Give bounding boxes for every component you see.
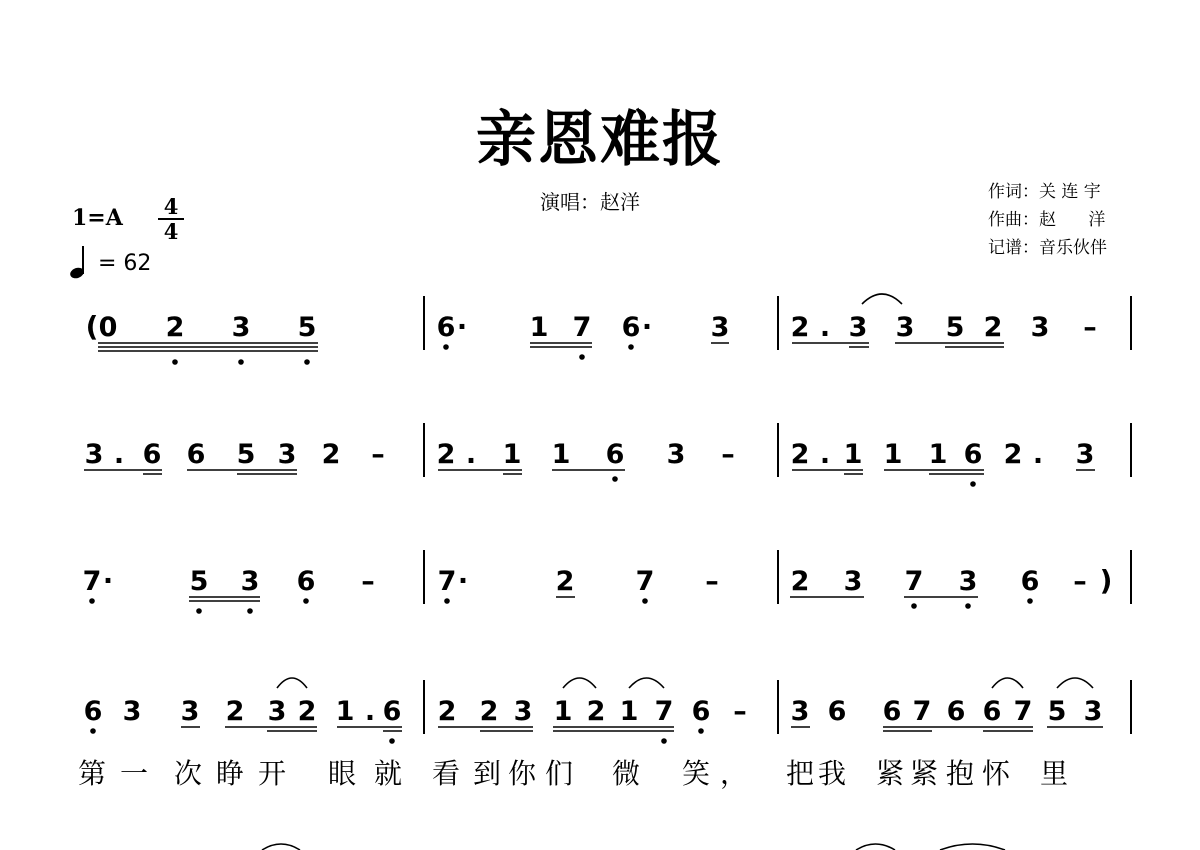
- note: 3: [277, 439, 297, 470]
- note: ·: [457, 566, 469, 597]
- note: 7: [1013, 696, 1033, 727]
- note: 7: [437, 566, 457, 597]
- lyric-char: 第: [78, 757, 107, 790]
- note: –: [1073, 566, 1087, 597]
- lower-octave-dot: [642, 598, 648, 604]
- note: 3: [666, 439, 686, 470]
- note: 6: [1020, 566, 1040, 597]
- note: 5: [1047, 696, 1067, 727]
- song-title: 亲恩难报: [476, 105, 724, 175]
- lyric-char: 笑: [682, 757, 711, 790]
- slur: [862, 294, 902, 304]
- note: 6: [882, 696, 902, 727]
- lyric-char: 抱: [946, 757, 975, 790]
- lyric-char: 看: [432, 757, 461, 790]
- lyricist-credit: 作词：关 连 宇: [988, 182, 1101, 202]
- note: 7: [572, 312, 592, 343]
- note: 2: [165, 312, 185, 343]
- note: .: [819, 312, 831, 343]
- note: 3: [1030, 312, 1050, 343]
- note: 2: [321, 439, 341, 470]
- lyric-char: 我: [818, 757, 847, 790]
- lower-octave-dot: [172, 359, 178, 365]
- note: 7: [904, 566, 924, 597]
- note: 2: [297, 696, 317, 727]
- note: 1: [928, 439, 948, 470]
- note: .: [465, 439, 477, 470]
- time-signature-top: 4: [163, 194, 179, 219]
- key-signature: 1=A: [72, 205, 123, 231]
- note: ): [1099, 564, 1113, 597]
- lyric-char: 紧: [876, 757, 905, 790]
- note: –: [705, 566, 719, 597]
- note: 6: [436, 312, 456, 343]
- transcriber-credit: 记谱：音乐伙伴: [988, 238, 1107, 258]
- lower-octave-dot: [911, 603, 917, 609]
- note: 2: [790, 312, 810, 343]
- lower-octave-dot: [90, 728, 96, 734]
- note: –: [1083, 312, 1097, 343]
- lyric-char: 里: [1040, 757, 1069, 790]
- note: 1: [619, 696, 639, 727]
- note: 7: [635, 566, 655, 597]
- note: 6: [827, 696, 847, 727]
- note: 3: [1083, 696, 1103, 727]
- lyric-char: 你: [508, 757, 537, 790]
- note: 3: [267, 696, 287, 727]
- lyric-char: 怀: [982, 757, 1011, 790]
- lyric-char: 把: [786, 757, 815, 790]
- note: 1: [502, 439, 522, 470]
- note: 1: [843, 439, 863, 470]
- note: 3: [513, 696, 533, 727]
- note: –: [371, 439, 385, 470]
- lyric-char: ，: [720, 757, 749, 790]
- lyric-char: 到: [473, 757, 502, 790]
- lower-octave-dot: [196, 608, 202, 614]
- lower-octave-dot: [628, 344, 634, 350]
- lyric-char: 一: [120, 757, 149, 790]
- note: ·: [641, 312, 653, 343]
- note: 5: [945, 312, 965, 343]
- note: 3: [848, 312, 868, 343]
- lower-octave-dot: [247, 608, 253, 614]
- lower-octave-dot: [89, 598, 95, 604]
- lyric-char: 就: [374, 757, 403, 790]
- note: 3: [231, 312, 251, 343]
- note: 7: [654, 696, 674, 727]
- note: 2: [790, 439, 810, 470]
- note: 2: [586, 696, 606, 727]
- note: 2: [555, 566, 575, 597]
- note: 6: [691, 696, 711, 727]
- note: 5: [189, 566, 209, 597]
- slur: [563, 678, 596, 688]
- note: 1: [335, 696, 355, 727]
- note: ·: [456, 312, 468, 343]
- note: 2: [790, 566, 810, 597]
- time-signature-bottom: 4: [163, 219, 179, 244]
- singer-credit: 演唱：赵洋: [540, 190, 640, 214]
- tempo-value: = 62: [98, 250, 152, 276]
- note: (: [85, 310, 99, 343]
- note: 3: [895, 312, 915, 343]
- note: 1: [883, 439, 903, 470]
- note: 3: [958, 566, 978, 597]
- lower-octave-dot: [304, 359, 310, 365]
- lower-octave-dot: [965, 603, 971, 609]
- note: 3: [240, 566, 260, 597]
- note: 2: [1003, 439, 1023, 470]
- note: 3: [180, 696, 200, 727]
- lower-octave-dot: [238, 359, 244, 365]
- note: 3: [710, 312, 730, 343]
- note: 1: [553, 696, 573, 727]
- lower-octave-dot: [1027, 598, 1033, 604]
- note: 3: [84, 439, 104, 470]
- lower-octave-dot: [698, 728, 704, 734]
- note: 5: [236, 439, 256, 470]
- note: 3: [843, 566, 863, 597]
- note: 6: [946, 696, 966, 727]
- note: 6: [982, 696, 1002, 727]
- lower-octave-dot: [579, 354, 585, 360]
- slur: [992, 678, 1023, 688]
- note: 6: [142, 439, 162, 470]
- note: 6: [621, 312, 641, 343]
- note: 6: [382, 696, 402, 727]
- lyric-char: 紧: [910, 757, 939, 790]
- note: .: [113, 439, 125, 470]
- lower-octave-dot: [389, 738, 395, 744]
- note: 7: [82, 566, 102, 597]
- note: 2: [437, 696, 457, 727]
- note: 2: [436, 439, 456, 470]
- slur: [629, 678, 664, 688]
- lower-octave-dot: [612, 476, 618, 482]
- note: 1: [551, 439, 571, 470]
- lyric-char: 微: [612, 757, 641, 790]
- lyric-char: 开: [258, 757, 287, 790]
- note: .: [1032, 439, 1044, 470]
- note: 6: [296, 566, 316, 597]
- slur-partial: [262, 844, 300, 850]
- note: 2: [479, 696, 499, 727]
- slur-partial: [940, 844, 1005, 850]
- note: 7: [912, 696, 932, 727]
- lyric-char: 睁: [216, 757, 245, 790]
- note: .: [364, 696, 376, 727]
- lower-octave-dot: [661, 738, 667, 744]
- note: 6: [605, 439, 625, 470]
- lower-octave-dot: [443, 344, 449, 350]
- note: 3: [122, 696, 142, 727]
- lower-octave-dot: [303, 598, 309, 604]
- note: 2: [983, 312, 1003, 343]
- note: –: [733, 696, 747, 727]
- composer-credit: 作曲：赵 洋: [988, 210, 1106, 230]
- note: 6: [963, 439, 983, 470]
- note: –: [721, 439, 735, 470]
- note: 2: [225, 696, 245, 727]
- note: ·: [102, 566, 114, 597]
- note: 1: [529, 312, 549, 343]
- note: 0: [98, 312, 118, 343]
- note: –: [361, 566, 375, 597]
- note: 3: [790, 696, 810, 727]
- lyric-char: 眼: [328, 757, 357, 790]
- lower-octave-dot: [444, 598, 450, 604]
- slur: [1057, 678, 1093, 688]
- note: 6: [83, 696, 103, 727]
- lyric-char: 们: [545, 757, 574, 790]
- lower-octave-dot: [970, 481, 976, 487]
- lyric-char: 次: [174, 757, 203, 790]
- note: 3: [1075, 439, 1095, 470]
- note: .: [819, 439, 831, 470]
- slur: [277, 678, 307, 688]
- slur-partial: [856, 844, 895, 850]
- note: 6: [186, 439, 206, 470]
- note: 5: [297, 312, 317, 343]
